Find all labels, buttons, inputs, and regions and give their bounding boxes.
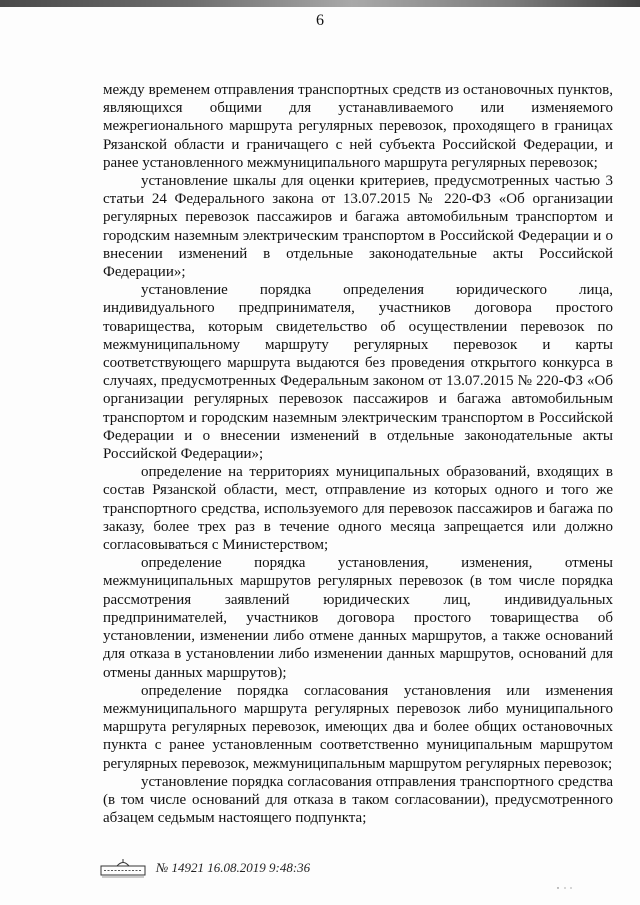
scan-edge xyxy=(0,0,640,7)
document-footer xyxy=(100,858,310,878)
paragraph: определение порядка согласования установления или изменения межмуниципального маршрута регулярных перевозок либо муниципального маршрута регулярных перевозок, имеющих два и более общих остановочных пункта с ранее установленным соответственно муниципальным маршрутом регулярных перевозок, межмуниципальным маршрутом регулярных перевозок; xyxy=(103,682,613,772)
paragraph: определение на территориях муниципальных образований, входящих в состав Рязанской области, мест, отправление из которых одного и того же транспортного средства, используемого для перевозок пассажиров и багажа по заказу, более трех раз в течение одного месяца запрещается или должно согласовываться с Министерством; xyxy=(103,464,613,554)
registration-mark: № 14921 16.08.2019 9:48:36 xyxy=(156,860,311,875)
page-number: 6 xyxy=(316,12,324,29)
paragraph: между временем отправления транспортных средств из остановочных пунктов, являющихся общими для устанавливаемого или изменяемого межрегионального маршрута регулярных перевозок, проходящего в границах Рязанской области и граничащего с ней субъекта Российской Федерации, и ранее установленного межмуниципального маршрута регулярных перевозок; xyxy=(103,82,613,171)
paragraph: установление порядка определения юридического лица, индивидуального предпринимателя, участников договора простого товарищества, которым свидетельство об осуществлении перевозок по межмуниципальному маршруту регулярных перевозок и карты соответствующего маршрута выдаются без проведения открытого конкурса в случаях, предусмотренных Федеральным законом от 13.07.2015 № 220-ФЗ «Об организации регулярных перевозок пассажиров и багажа автомобильным транспортом и городским наземным электрическим транспортом в Российской Федерации и о внесении изменений в отдельные законодательные акты Российской Федерации»; xyxy=(103,282,613,463)
paragraph: определение порядка установления, изменения, отмены межмуниципальных маршрутов регулярных перевозок (в том числе порядка рассмотрения заявлений юридических лиц, индивидуальных предпринимателей, участников договора простого товарищества об установлении, изменении либо отмене данных маршрутов, а также оснований для отказа в установлении либо изменении данных маршрутов, оснований для отмены данных маршрутов); xyxy=(103,555,613,681)
office-stamp-icon xyxy=(100,858,146,878)
scan-noise xyxy=(555,886,585,890)
document-body xyxy=(103,81,613,827)
paragraph: установление порядка согласования отправления транспортного средства (в том числе оснований для отказа в таком согласовании), предусмотренного абзацем седьмым настоящего подпункта; xyxy=(103,773,613,827)
paragraph: установление шкалы для оценки критериев, предусмотренных частью 3 статьи 24 Федерального закона от 13.07.2015 № 220-ФЗ «Об организации регулярных перевозок пассажиров и багажа автомобильным транспортом и городским наземным электрическим транспортом в Российской Федерации и о внесении изменений в отдельные законодательные акты Российской Федерации»; xyxy=(103,173,613,281)
